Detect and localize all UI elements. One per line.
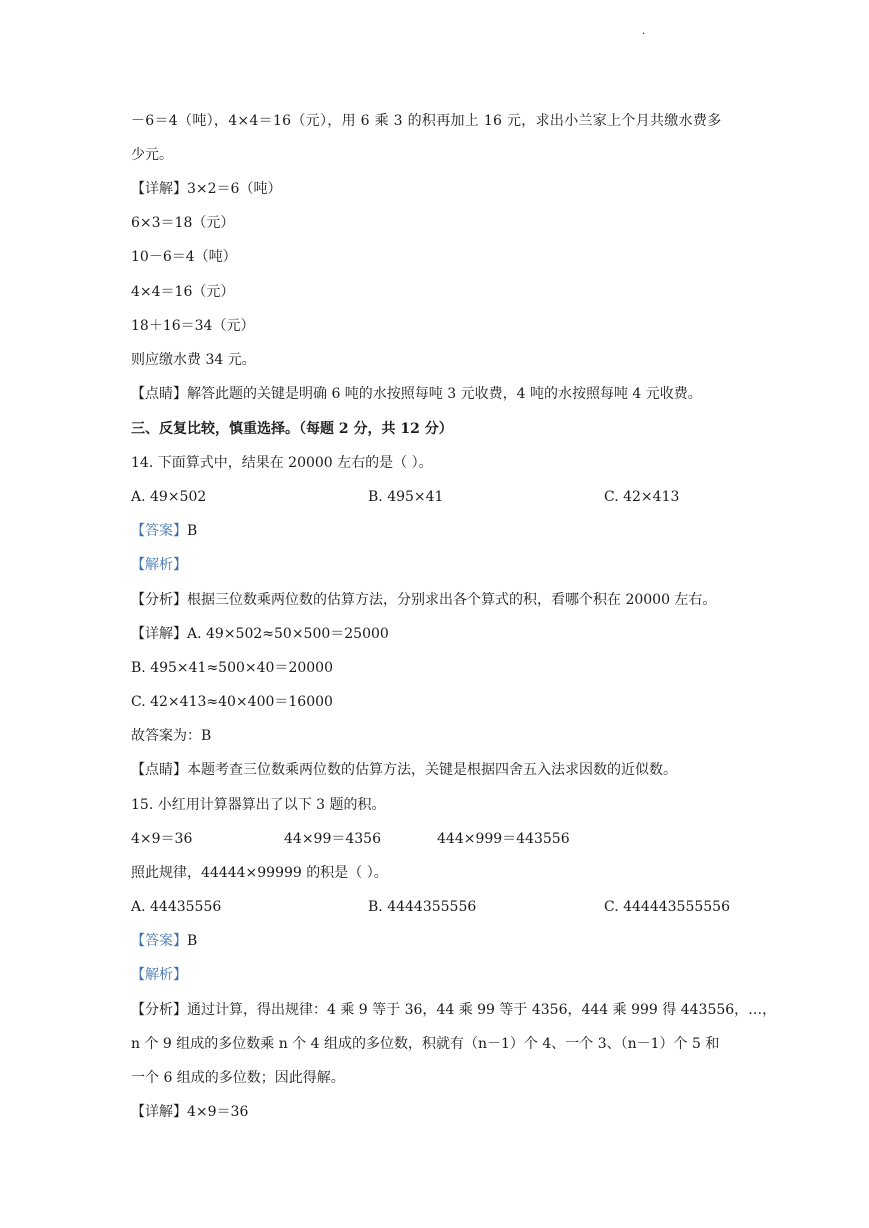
q15-answer <box>131 931 197 951</box>
calc-line: 4×4＝16（元） <box>131 284 235 300</box>
calc-line: 6×3＝18（元） <box>131 215 235 231</box>
q15-option-b: B. 4444355556 <box>368 899 477 915</box>
calc-line: 10－6＝4（吨） <box>131 249 237 265</box>
text-line: 则应缴水费 34 元。 <box>131 352 256 368</box>
q15-expr-2: 44×99＝4356 <box>284 831 381 847</box>
q15-detail-1: 【详解】4×9＝36 <box>131 1104 249 1120</box>
q14-option-c: C. 42×413 <box>604 489 680 505</box>
q14-option-b: B. 495×41 <box>368 489 444 505</box>
q14-detail-3: C. 42×413≈40×400＝16000 <box>131 694 333 710</box>
q15-fenxi-1: 【分析】通过计算，得出规律：4 乘 9 等于 36，44 乘 99 等于 4356，444 乘 999 得 443556，…， <box>131 1002 777 1018</box>
q15-expr-3: 444×999＝443556 <box>437 831 570 847</box>
section-heading: 三、反复比较，慎重选择。（每题 2 分，共 12 分） <box>131 421 453 437</box>
comment-line: 【点睛】解答此题的关键是明确 6 吨的水按照每吨 3 元收费，4 吨的水按照每吨 4 元收费。 <box>131 386 702 402</box>
detail-line: 【详解】3×2＝6（吨） <box>131 181 282 197</box>
q15-expr-1: 4×9＝36 <box>131 831 193 847</box>
answer-value: B <box>187 933 198 949</box>
q14-answer <box>131 521 197 541</box>
q14-conclusion: 故答案为：B <box>131 728 212 744</box>
q14-option-a: A. 49×502 <box>131 489 207 505</box>
q14-detail-1: 【详解】A. 49×502≈50×500＝25000 <box>131 626 389 642</box>
q15-analysis-tag: 【解析】 <box>131 967 187 983</box>
q15-option-c: C. 444443555556 <box>604 899 730 915</box>
q15-rule: 照此规律，44444×99999 的积是（ ）。 <box>131 865 388 881</box>
q15-option-a: A. 44435556 <box>131 899 222 915</box>
answer-tag: 【答案】 <box>131 523 187 539</box>
q14-detail-2: B. 495×41≈500×40＝20000 <box>131 660 333 676</box>
q14-analysis-tag: 【解析】 <box>131 557 187 573</box>
text-line: －6＝4（吨），4×4＝16（元），用 6 乘 3 的积再加上 16 元，求出小兰家上个月共缴水费多 <box>131 113 722 129</box>
calc-line: 18＋16＝34（元） <box>131 318 255 334</box>
answer-tag: 【答案】 <box>131 933 187 949</box>
question-14: 14. 下面算式中，结果在 20000 左右的是（ ）。 <box>131 455 433 471</box>
q15-fenxi-2: n 个 9 组成的多位数乘 n 个 4 组成的多位数，积就有（n－1）个 4、一个 3、（n－1）个 5 和 <box>131 1036 720 1052</box>
q14-fenxi: 【分析】根据三位数乘两位数的估算方法，分别求出各个算式的积，看哪个积在 20000 左右。 <box>131 592 717 608</box>
header-mark: · <box>642 29 646 40</box>
q14-dianjing: 【点睛】本题考查三位数乘两位数的估算方法，关键是根据四舍五入法求因数的近似数。 <box>131 762 677 778</box>
q15-fenxi-3: 一个 6 组成的多位数；因此得解。 <box>131 1070 345 1086</box>
answer-value: B <box>187 523 198 539</box>
question-15: 15. 小红用计算器算出了以下 3 题的积。 <box>131 797 386 813</box>
text-line: 少元。 <box>131 147 173 163</box>
